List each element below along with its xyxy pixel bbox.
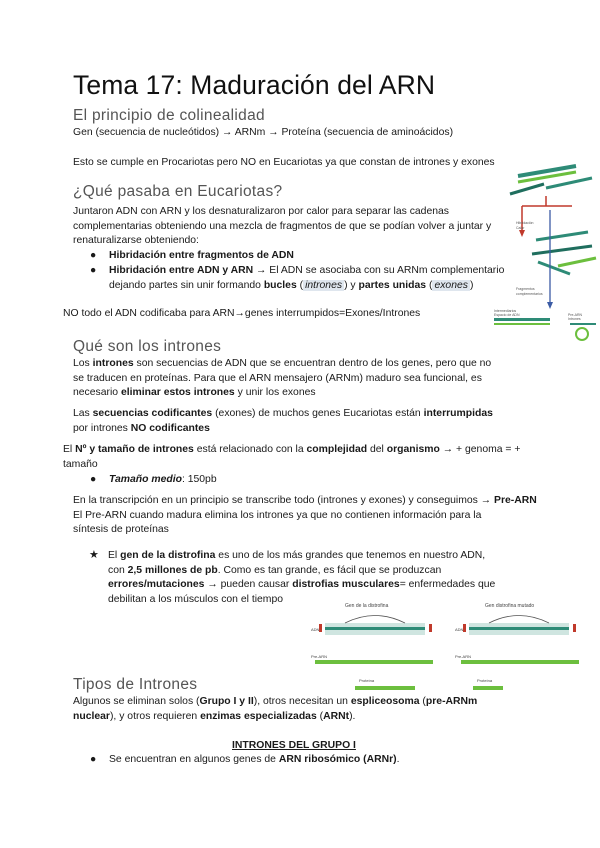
- tipos-paragraph: Algunos se eliminan solos (Grupo I y II), otros necesitan un espliceosoma (pre-ARNm nuclear), y otros requieren enzimas especializadas (ARNt).: [73, 696, 478, 722]
- tamano-medio-bullet: ● Tamaño medio: 150pb: [109, 473, 217, 488]
- hybrid-molecule: [494, 318, 550, 325]
- bullet-icon: ●: [90, 754, 97, 765]
- adn-label-right: ADN: [455, 627, 464, 632]
- colinealidad-line2: Esto se cumple en Procariotas pero NO en Eucariotas ya que constan de intrones y exones: [73, 157, 495, 168]
- proteina-label-right: Proteína: [477, 678, 493, 683]
- dna-strands-top: [510, 166, 592, 194]
- section-heading-intrones: Qué son los intrones: [73, 338, 222, 355]
- left-panel: [311, 603, 433, 690]
- colinealidad-line1: Gen (secuencia de nucleótidos) → ARNm → Proteína (secuencia de aminoácidos): [73, 127, 454, 138]
- grupo-i-bullet: ● Se encuentran en algunos genes de ARN ribosómico (ARNr).: [109, 753, 400, 768]
- bullet-icon: ●: [90, 474, 97, 485]
- eucariotas-p2: complementarias obteniendo una mezcla de fragmentos de que se podían volver a juntar y: [73, 220, 492, 232]
- section-heading-eucariotas: ¿Qué pasaba en Eucariotas?: [73, 183, 283, 200]
- eucariotas-p1: Juntaron ADN con ARN y los desnaturalizaron por calor para separar las cadenas: [73, 206, 449, 217]
- intrones-paragraph-3: El Nº y tamaño de intrones está relacionado con la complejidad del organismo → + genoma = + tamaño: [63, 444, 521, 470]
- highlight-exones: exones: [434, 279, 468, 291]
- adn-label-left: ADN: [311, 627, 320, 632]
- star-icon: ★: [89, 549, 99, 561]
- hybridization-diagram: [488, 162, 600, 348]
- label-pre-arn: Pre-ARN: [568, 313, 583, 317]
- pre-arn-label-left: Pre-ARN: [311, 654, 328, 659]
- distrofina-diagram: [305, 598, 600, 698]
- eucariotas-bullet-2: ● Hibridación entre ADN y ARN → El ADN se asociaba con su ARNm complementario dejando partes sin unir formando bucles ( intrones ) y partes unidas ( exones ): [90, 265, 505, 291]
- right-panel: [455, 603, 579, 690]
- grupo-i-subheading: INTRONES DEL GRUPO I: [232, 740, 356, 751]
- label-espacio: Espacio de ADN: [494, 313, 520, 317]
- intrones-paragraph-4: En la transcripción en un principio se transcribe todo (intrones y exones) y conseguimos → Pre-ARN El Pre-ARN cuando madura elimina los intrones ya que no contienen información para la síntesis de proteínas: [73, 495, 537, 535]
- proteina-label-left: Proteína: [359, 678, 375, 683]
- loop-molecule: [570, 324, 596, 340]
- label-intrones: Intrones: [568, 317, 581, 321]
- section-heading-colinealidad: El principio de colinealidad: [73, 107, 265, 124]
- page-title: Tema 17: Maduración del ARN: [73, 70, 436, 100]
- section-heading-tipos: Tipos de Intrones: [73, 676, 198, 693]
- intrones-paragraph-1: Los intrones son secuencias de ADN que se encuentran dentro de los genes, pero que no se traducen en proteínas. Para que el ARN mensajero (ARNm) maduro sea funcional, es necesario eliminar estos intrones y unir los exones: [73, 358, 492, 398]
- dna-fragments: [532, 232, 596, 274]
- bullet-icon: ●: [90, 250, 97, 261]
- label-calor: Calor: [516, 226, 525, 230]
- red-arrow-icon: [519, 196, 572, 237]
- label-intermediarios: Intermediarios: [494, 309, 517, 313]
- pre-arn-label-right: Pre-ARN: [455, 654, 472, 659]
- distrofina-star-item: ★ El gen de la distrofina es uno de los más grandes que tenemos en nuestro ADN, con 2,5 millones de pb. Como es tan grande, es fácil que se produzcan errores/mutaciones → pueden causar distrofias musculares= enfermedades que debilitan a los músculos con el tiempo: [89, 549, 496, 605]
- eucariotas-bullet-1: ● Hibridación entre fragmentos de ADN: [109, 249, 294, 264]
- label-complementarios: complementarios: [516, 292, 543, 296]
- eucariotas-p3: renaturalizarse obteniendo:: [73, 235, 199, 246]
- blue-arrow-icon: [547, 210, 553, 309]
- left-panel-title: Gen de la distrofina: [345, 603, 389, 609]
- label-fragmentos: Fragmentos: [516, 287, 535, 291]
- bullet-icon: ●: [90, 265, 97, 276]
- eucariotas-note: NO todo el ADN codificaba para ARN→genes interrumpidos=Exones/Intrones: [63, 308, 421, 319]
- intrones-paragraph-2: Las secuencias codificantes (exones) de muchos genes Eucariotas están interrumpidas por intrones NO codificantes: [73, 408, 493, 434]
- right-panel-title: Gen distrofina mutado: [485, 603, 535, 609]
- eucariotas-paragraph: [73, 205, 513, 249]
- highlight-intrones: intrones: [305, 279, 343, 291]
- label-hibridacion: Hibridación: [516, 221, 534, 225]
